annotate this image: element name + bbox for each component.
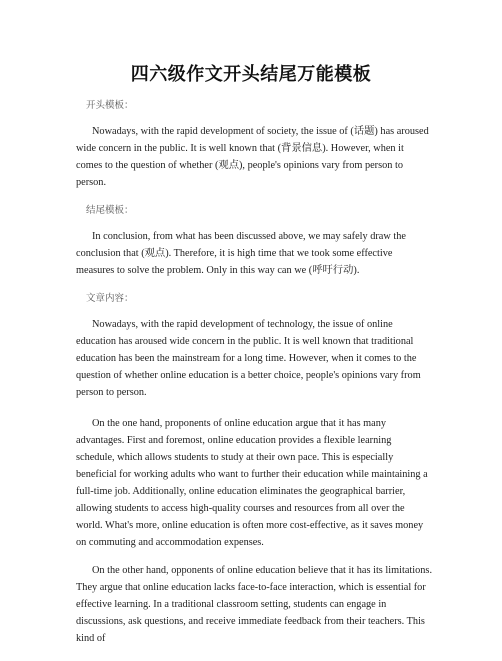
article-paragraph-2: On the one hand, proponents of online education argue that it has many advantages. First and foremost, online education provides a flexible learning schedule, which allows students to study at their own pace. This is especially beneficial for working adults who want to further their education while maintaining a full-time job. Additionally, online education eliminates the geographical barrier, allowing students to access high-quality courses and resources from all over the world. What's more, online education is often more cost-effective, as it saves money on commuting and accommodation expenses. [76, 418, 428, 548]
page-title: 四六级作文开头结尾万能模板 [130, 64, 372, 85]
article-content-label: 文章内容： [86, 293, 134, 304]
article-paragraph-1: Nowadays, with the rapid development of technology, the issue of online education has aroused wide concern in the public. It is well known that traditional education has been the mainstream for a long time. However, when it comes to the question of whether online education is a better choice, people's opinions vary from person to person. [76, 319, 421, 398]
document-body [76, 100, 432, 661]
opening-template-paragraph: Nowadays, with the rapid development of society, the issue of (话题) has aroused wide concern in the public. It is well known that (背景信息). However, when it comes to the question of whether (观点), people's opinions vary from person to person. [76, 126, 429, 188]
article-paragraph-3: On the other hand, opponents of online education believe that it has its limitations. They argue that online education lacks face-to-face interaction, which is essential for effective learning. In a traditional classroom setting, students can engage in discussions, ask questions, and receive immediate feedback from their teachers. This kind of [76, 565, 433, 644]
opening-template-label: 开头模板： [86, 100, 134, 111]
ending-template-paragraph: In conclusion, from what has been discussed above, we may safely draw the conclusion that (观点). Therefore, it is high time that we took some effective measures to solve the problem. Only in this way can we (呼吁行动). [76, 231, 406, 276]
ending-template-label: 结尾模板： [86, 205, 134, 216]
